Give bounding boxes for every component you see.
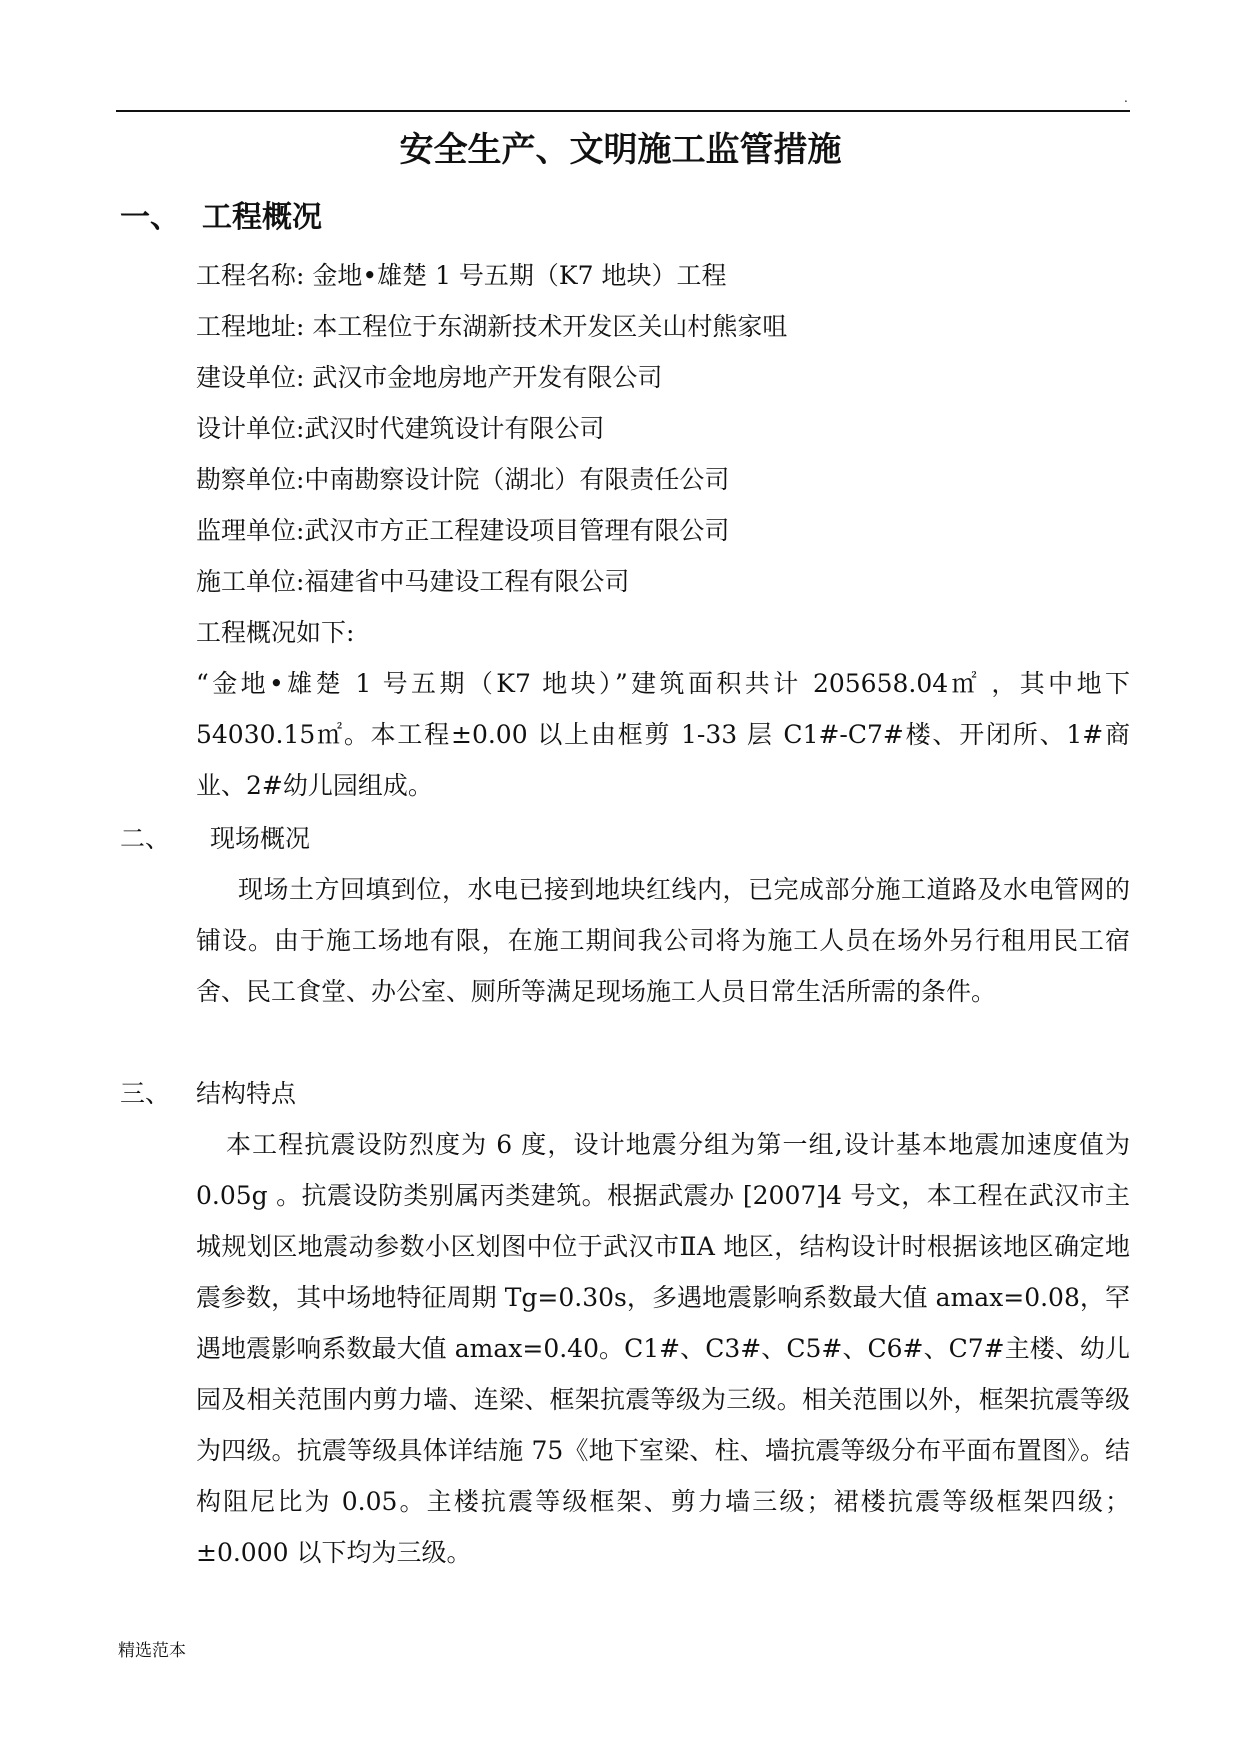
project-address: 工程地址: 本工程位于东湖新技术开发区关山村熊家咀	[196, 312, 788, 341]
section-3-title: 结构特点	[196, 1079, 297, 1108]
footer-text: 精选范本	[118, 1641, 186, 1661]
project-overview-paragraph: “金地•雄楚 1 号五期（K7 地块）”建筑面积共计 205658.04㎡ ，其中地下 54030.15㎡。本工程±0.00 以上由框剪 1-33 层 C1#-C7#楼、开闭所、1#商业、2#幼儿园组成。	[196, 669, 1130, 800]
section-1-title: 工程概况	[202, 200, 322, 235]
survey-unit: 勘察单位:中南勘察设计院（湖北）有限责任公司	[196, 465, 730, 494]
header-rule	[116, 110, 1130, 112]
header-dot: .	[1124, 91, 1128, 105]
design-unit: 设计单位:武汉时代建筑设计有限公司	[196, 414, 605, 443]
section-1-heading	[120, 198, 322, 238]
project-name: 工程名称: 金地•雄楚 1 号五期（K7 地块）工程	[196, 261, 727, 290]
section-1-number: 一、	[120, 200, 180, 235]
contractor-unit: 施工单位:福建省中马建设工程有限公司	[196, 567, 630, 596]
section-2-number: 二、	[120, 824, 171, 853]
section-2-title: 现场概况	[210, 824, 311, 853]
site-overview-paragraph: 现场土方回填到位，水电已接到地块红线内，已完成部分施工道路及水电管网的铺设。由于施工场地有限，在施工期间我公司将为施工人员在场外另行租用民工宿舍、民工食堂、办公室、厕所等满足现场施工人员日常生活所需的条件。	[196, 875, 1130, 1006]
supervision-unit: 监理单位:武汉市方正工程建设项目管理有限公司	[196, 516, 730, 545]
page-title: 安全生产、文明施工监管措施	[399, 130, 842, 170]
construction-unit: 建设单位: 武汉市金地房地产开发有限公司	[196, 363, 663, 392]
overview-intro: 工程概况如下:	[196, 618, 355, 647]
section-3-number: 三、	[120, 1079, 171, 1108]
structure-features-paragraph: 本工程抗震设防烈度为 6 度，设计地震分组为第一组,设计基本地震加速度值为 0.05g 。抗震设防类别属丙类建筑。根据武震办 [2007]4 号文，本工程在武汉市主城规划区地震动参数小区划图中位于武汉市ⅡA 地区，结构设计时根据该地区确定地震参数，其中场地特征周期 Tg=0.30s，多遇地震影响系数最大值 amax=0.08，罕遇地震影响系数最大值 amax=0.40。C1#、C3#、C5#、C6#、C7#主楼、幼儿园及相关范围内剪力墙、连梁、框架抗震等级为三级。相关范围以外，框架抗震等级为四级。抗震等级具体详结施 75《地下室梁、柱、墙抗震等级分布平面布置图》。结构阻尼比为 0.05。主楼抗震等级框架、剪力墙三级；裙楼抗震等级框架四级；±0.000 以下均为三级。	[196, 1130, 1130, 1567]
